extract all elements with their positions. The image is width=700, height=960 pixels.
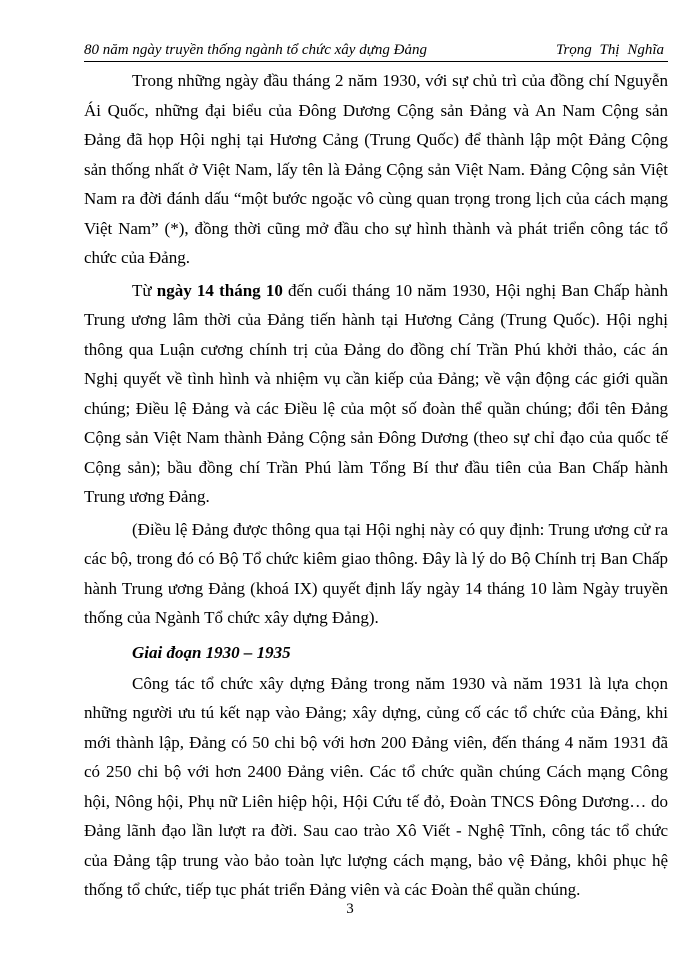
header-rule <box>84 61 668 62</box>
paragraph-conference-body: đến cuối tháng 10 năm 1930, Hội nghị Ban Chấp hành Trung ương lâm thời của Đảng tiến hành tại Hương Cảng (Trung Quốc). Hội nghị thông qua Luận cương chính trị của Đảng do đồng chí Trần Phú khởi thảo, các án Nghị quyết về tình hình và nhiệm vụ cần kiếp của Đảng; về vận động các giới quần chúng; Điều lệ Đảng và các Điều lệ của một số đoàn thể quần chúng; đổi tên Đảng Cộng sản Việt Nam thành Đảng Cộng sản Đông Dương (theo sự chỉ đạo của quốc tế Cộng sản); bầu đồng chí Trần Phú làm Tổng Bí thư đầu tiên của Ban Chấp hành Trung ương Đảng. <box>84 280 668 506</box>
paragraph-conference <box>84 276 668 512</box>
paragraph-conference-lead: Từ <box>132 280 157 300</box>
section-heading: Giai đoạn 1930 – 1935 <box>132 642 291 662</box>
paragraph-conference-date: ngày 14 tháng 10 <box>156 280 283 300</box>
paragraph-party-charter: (Điều lệ Đảng được thông qua tại Hội nghị này có quy định: Trung ương cử ra các bộ, trong đó có Bộ Tổ chức kiêm giao thông. Đây là lý do Bộ Chính trị Ban Chấp hành Trung ương Đảng (khoá IX) quyết định lấy ngày 14 tháng 10 làm Ngày truyền thống của Ngành Tổ chức xây dựng Đảng). <box>84 519 668 627</box>
header-title: 80 năm ngày truyền thống ngành tổ chức xây dựng Đảng <box>84 42 427 58</box>
paragraph-founding: Trong những ngày đầu tháng 2 năm 1930, với sự chủ trì của đồng chí Nguyễn Ái Quốc, những đại biểu của Đông Dương Cộng sản Đảng và An Nam Cộng sản Đảng đã họp Hội nghị tại Hương Cảng (Trung Quốc) để thành lập một Đảng Cộng sản thống nhất ở Việt Nam, lấy tên là Đảng Cộng sản Việt Nam. Đảng Cộng sản Việt Nam ra đời đánh dấu “một bước ngoặc vô cùng quan trọng trong lịch của cách mạng Việt Nam” (*), đồng thời cũng mở đầu cho sự hình thành và phát triển công tác tổ chức của Đảng. <box>84 71 668 267</box>
page-header <box>84 38 668 62</box>
header-author: Trọng Thị Nghĩa <box>555 42 664 58</box>
paragraph-organization-work: Công tác tổ chức xây dựng Đảng trong năm 1930 và năm 1931 là lựa chọn những người ưu tú kết nạp vào Đảng; xây dựng, củng cố các tổ chức của Đảng, khi mới thành lập, Đảng có 50 chi bộ với hơn 200 Đảng viên, đến tháng 4 năm 1931 đã có 250 chi bộ với hơn 2400 Đảng viên. Các tổ chức quần chúng Cách mạng Công hội, Nông hội, Phụ nữ Liên hiệp hội, Hội Cứu tế đỏ, Đoàn TNCS Đông Dương… do Đảng lãnh đạo lần lượt ra đời. Sau cao trào Xô Viết - Nghệ Tĩnh, công tác tổ chức của Đảng tập trung vào bảo toàn lực lượng cách mạng, bảo vệ Đảng, khôi phục hệ thống tổ chức, tiếp tục phát triển Đảng viên và các Đoàn thể quần chúng. <box>84 673 668 899</box>
document-body <box>84 66 668 908</box>
page-number: 3 <box>346 901 354 917</box>
